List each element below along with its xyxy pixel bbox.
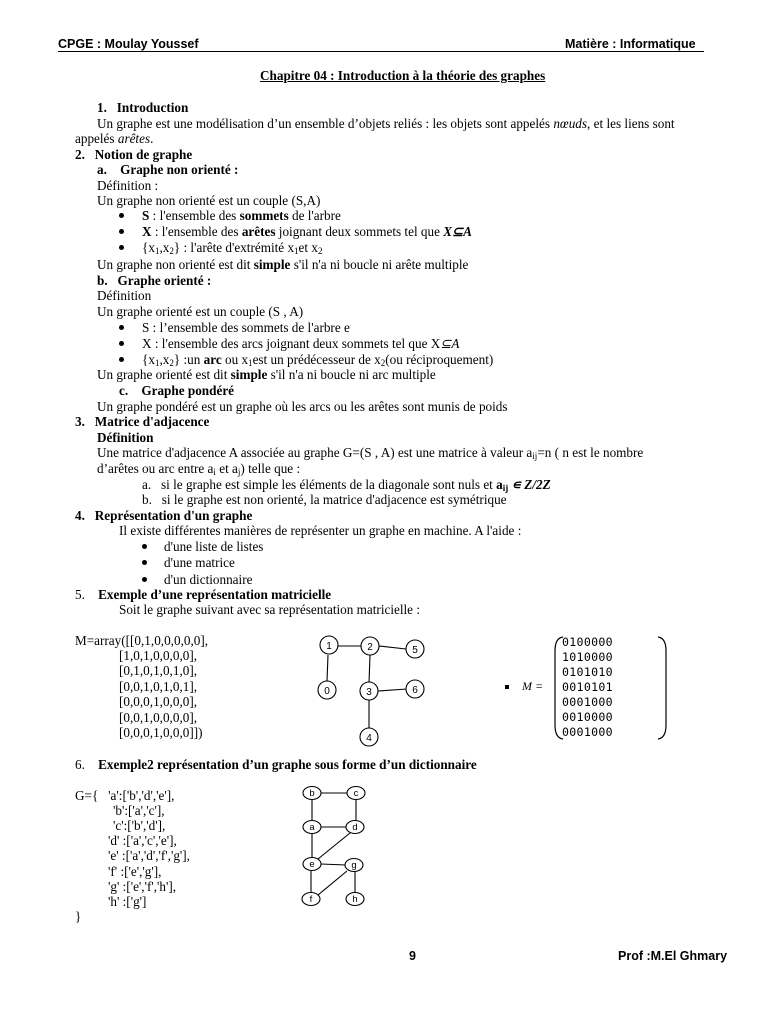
page-number: 9 xyxy=(409,949,416,963)
chapter-title: Chapitre 04 : Introduction à la théorie des graphes xyxy=(260,68,546,83)
graph-node-label: g xyxy=(351,860,357,871)
section-4-heading: 4. Représentation d'un graphe xyxy=(75,508,253,523)
undirected-item-edge: $\{x_1,x_2\}$ : l'arête d'extrémité $x_1et$ $x_2$ xyxy=(142,240,323,256)
header-school: CPGE : Moulay Youssef xyxy=(58,37,199,51)
section-2-heading: 2. Notion de graphe xyxy=(75,147,193,162)
graph-node-label: d xyxy=(352,822,358,833)
matrix-row: 0100000 xyxy=(562,635,613,649)
graph-node-label: 6 xyxy=(412,685,418,696)
dict-code-line: } xyxy=(75,909,82,924)
matrix-row: 0010101 xyxy=(562,680,613,694)
representation-item: d'une matrice xyxy=(164,555,235,570)
intro-line-1: Un graphe est une modélisation d’un ensemble d’objets reliés : les objets sont appelés nœuds, et les liens sont xyxy=(97,116,675,131)
dict-code-line: 'h' :['g'] xyxy=(108,894,147,909)
bullet-icon xyxy=(505,685,509,689)
matrix-row: 0010000 xyxy=(562,710,613,724)
subsection-a-heading: a. Graphe non orienté : xyxy=(97,162,239,177)
bullet-icon xyxy=(142,544,147,549)
dict-code-line: G={ 'a':['b','d','e'], xyxy=(75,788,175,803)
intro-line-2: appelés arêtes. xyxy=(75,131,154,146)
matrix-row: 0101010 xyxy=(562,665,613,679)
matrix-code-line: [0,0,1,0,0,0,0], xyxy=(119,710,198,725)
directed-item-arc: $\{x_1,x_2\}$ :un arc ou $x_1est$ un prédécesseur de $x_2(ou$ réciproquement) xyxy=(142,352,494,368)
dict-code-line: 'g' :['e','f','h'], xyxy=(108,879,177,894)
weighted-definition: Un graphe pondéré est un graphe où les arcs ou les arêtes sont munis de poids xyxy=(97,399,508,414)
dict-code-line: 'b':['a','c'], xyxy=(113,803,165,818)
dict-code-line: 'd' :['a','c','e'], xyxy=(108,833,177,848)
footer-author: Prof :M.El Ghmary xyxy=(618,949,728,963)
graph-node-label: 1 xyxy=(326,641,332,652)
graph-node-label: 3 xyxy=(366,687,372,698)
graph-node-label: a xyxy=(309,822,315,833)
graph-node-label: 4 xyxy=(366,733,372,744)
dict-code-line: 'e' :['a','d','f','g'], xyxy=(108,848,190,863)
graph-node-label: f xyxy=(309,894,313,905)
definition-label-2: Définition xyxy=(97,288,152,303)
graph-node-label: b xyxy=(309,788,315,799)
matrix-row: 0001000 xyxy=(562,725,613,739)
matrix-code-line: M=array([[0,1,0,0,0,0,0], xyxy=(75,633,209,648)
example2-graph xyxy=(295,783,380,908)
dict-code-line: 'c':['b','d'], xyxy=(113,818,166,833)
section-3-heading: 3. Matrice d'adjacence xyxy=(75,414,210,429)
adjacency-item-a: a. si le graphe est simple les éléments de la diagonale sont nuls et $a_{ij}$ ∊ Z/2Z xyxy=(142,477,551,493)
section-6-heading: 6. Exemple2 représentation d’un graphe sous forme d’un dictionnaire xyxy=(75,757,477,772)
matrix-row: 0001000 xyxy=(562,695,613,709)
example1-graph xyxy=(300,628,440,750)
matrix-code-line: [0,1,0,1,0,1,0], xyxy=(119,663,198,678)
graph-node-label: 5 xyxy=(412,645,418,656)
graph-node-label: h xyxy=(352,894,358,905)
adjacency-item-b: b. si le graphe est non orienté, la matrice d'adjacence est symétrique xyxy=(142,492,507,507)
matrix-label: M = xyxy=(522,679,544,693)
undirected-item-x: X : l'ensemble des arêtes joignant deux sommets tel que X⊆A xyxy=(142,224,472,239)
header-subject: Matière : Informatique xyxy=(565,37,696,51)
definition-label: Définition : xyxy=(97,178,159,193)
matrix-row: 1010000 xyxy=(562,650,613,664)
subsection-c-heading: c. Graphe pondéré xyxy=(119,383,235,398)
example1-intro: Soit le graphe suivant avec sa représentation matricielle : xyxy=(119,602,421,617)
graph-node-label: e xyxy=(309,859,315,870)
adjacency-line-1: Une matrice d'adjacence A associée au graphe G=(S , A) est une matrice à valeur $a_{ij}=n$ ( n est le nombre xyxy=(97,445,644,461)
directed-couple: Un graphe orienté est un couple (S , A) xyxy=(97,304,304,319)
undirected-item-s: S : l'ensemble des sommets de l'arbre xyxy=(142,208,341,223)
undirected-simple: Un graphe non orienté est dit simple s'il n'a ni boucle ni arête multiple xyxy=(97,257,469,272)
bullet-icon xyxy=(142,577,147,582)
directed-item-x: X : l'ensemble des arcs joignant deux sommets tel que X⊆A xyxy=(142,336,460,351)
bullet-icon xyxy=(119,357,124,362)
subsection-b-heading: b. Graphe orienté : xyxy=(97,273,212,288)
directed-simple: Un graphe orienté est dit simple s'il n'a ni boucle ni arc multiple xyxy=(97,367,436,382)
bullet-icon xyxy=(142,560,147,565)
bullet-icon xyxy=(119,341,124,346)
representation-item: d'une liste de listes xyxy=(164,539,264,554)
matrix-code-line: [0,0,0,1,0,0,0]]) xyxy=(119,725,203,740)
matrix-right-bracket xyxy=(656,635,668,741)
graph-node-label: 2 xyxy=(367,642,373,653)
matrix-code-line: [0,0,1,0,1,0,1], xyxy=(119,679,198,694)
dict-code-line: 'f' :['e','g'], xyxy=(108,864,162,879)
header-rule xyxy=(58,51,704,52)
directed-item-s: S : l’ensemble des sommets de l'arbre e xyxy=(142,320,350,335)
graph-node-label: 0 xyxy=(324,686,330,697)
bullet-icon xyxy=(119,229,124,234)
adjacency-line-2: d’arêtes ou arc entre $a_i$ et $a_j$) telle que : xyxy=(97,461,301,477)
bullet-icon xyxy=(119,325,124,330)
section-1-heading: 1. Introduction xyxy=(97,100,189,115)
section-5-heading: 5. Exemple d’une représentation matricielle xyxy=(75,587,332,602)
representation-item: d'un dictionnaire xyxy=(164,572,253,587)
representation-intro: Il existe différentes manières de représenter un graphe en machine. A l'aide : xyxy=(119,523,522,538)
matrix-code-line: [0,0,0,1,0,0,0], xyxy=(119,694,198,709)
matrix-code-line: [1,0,1,0,0,0,0], xyxy=(119,648,198,663)
undirected-couple: Un graphe non orienté est un couple (S,A) xyxy=(97,193,321,208)
graph-node-label: c xyxy=(353,788,359,799)
bullet-icon xyxy=(119,213,124,218)
adjacency-definition-label: Définition xyxy=(97,430,154,445)
bullet-icon xyxy=(119,245,124,250)
